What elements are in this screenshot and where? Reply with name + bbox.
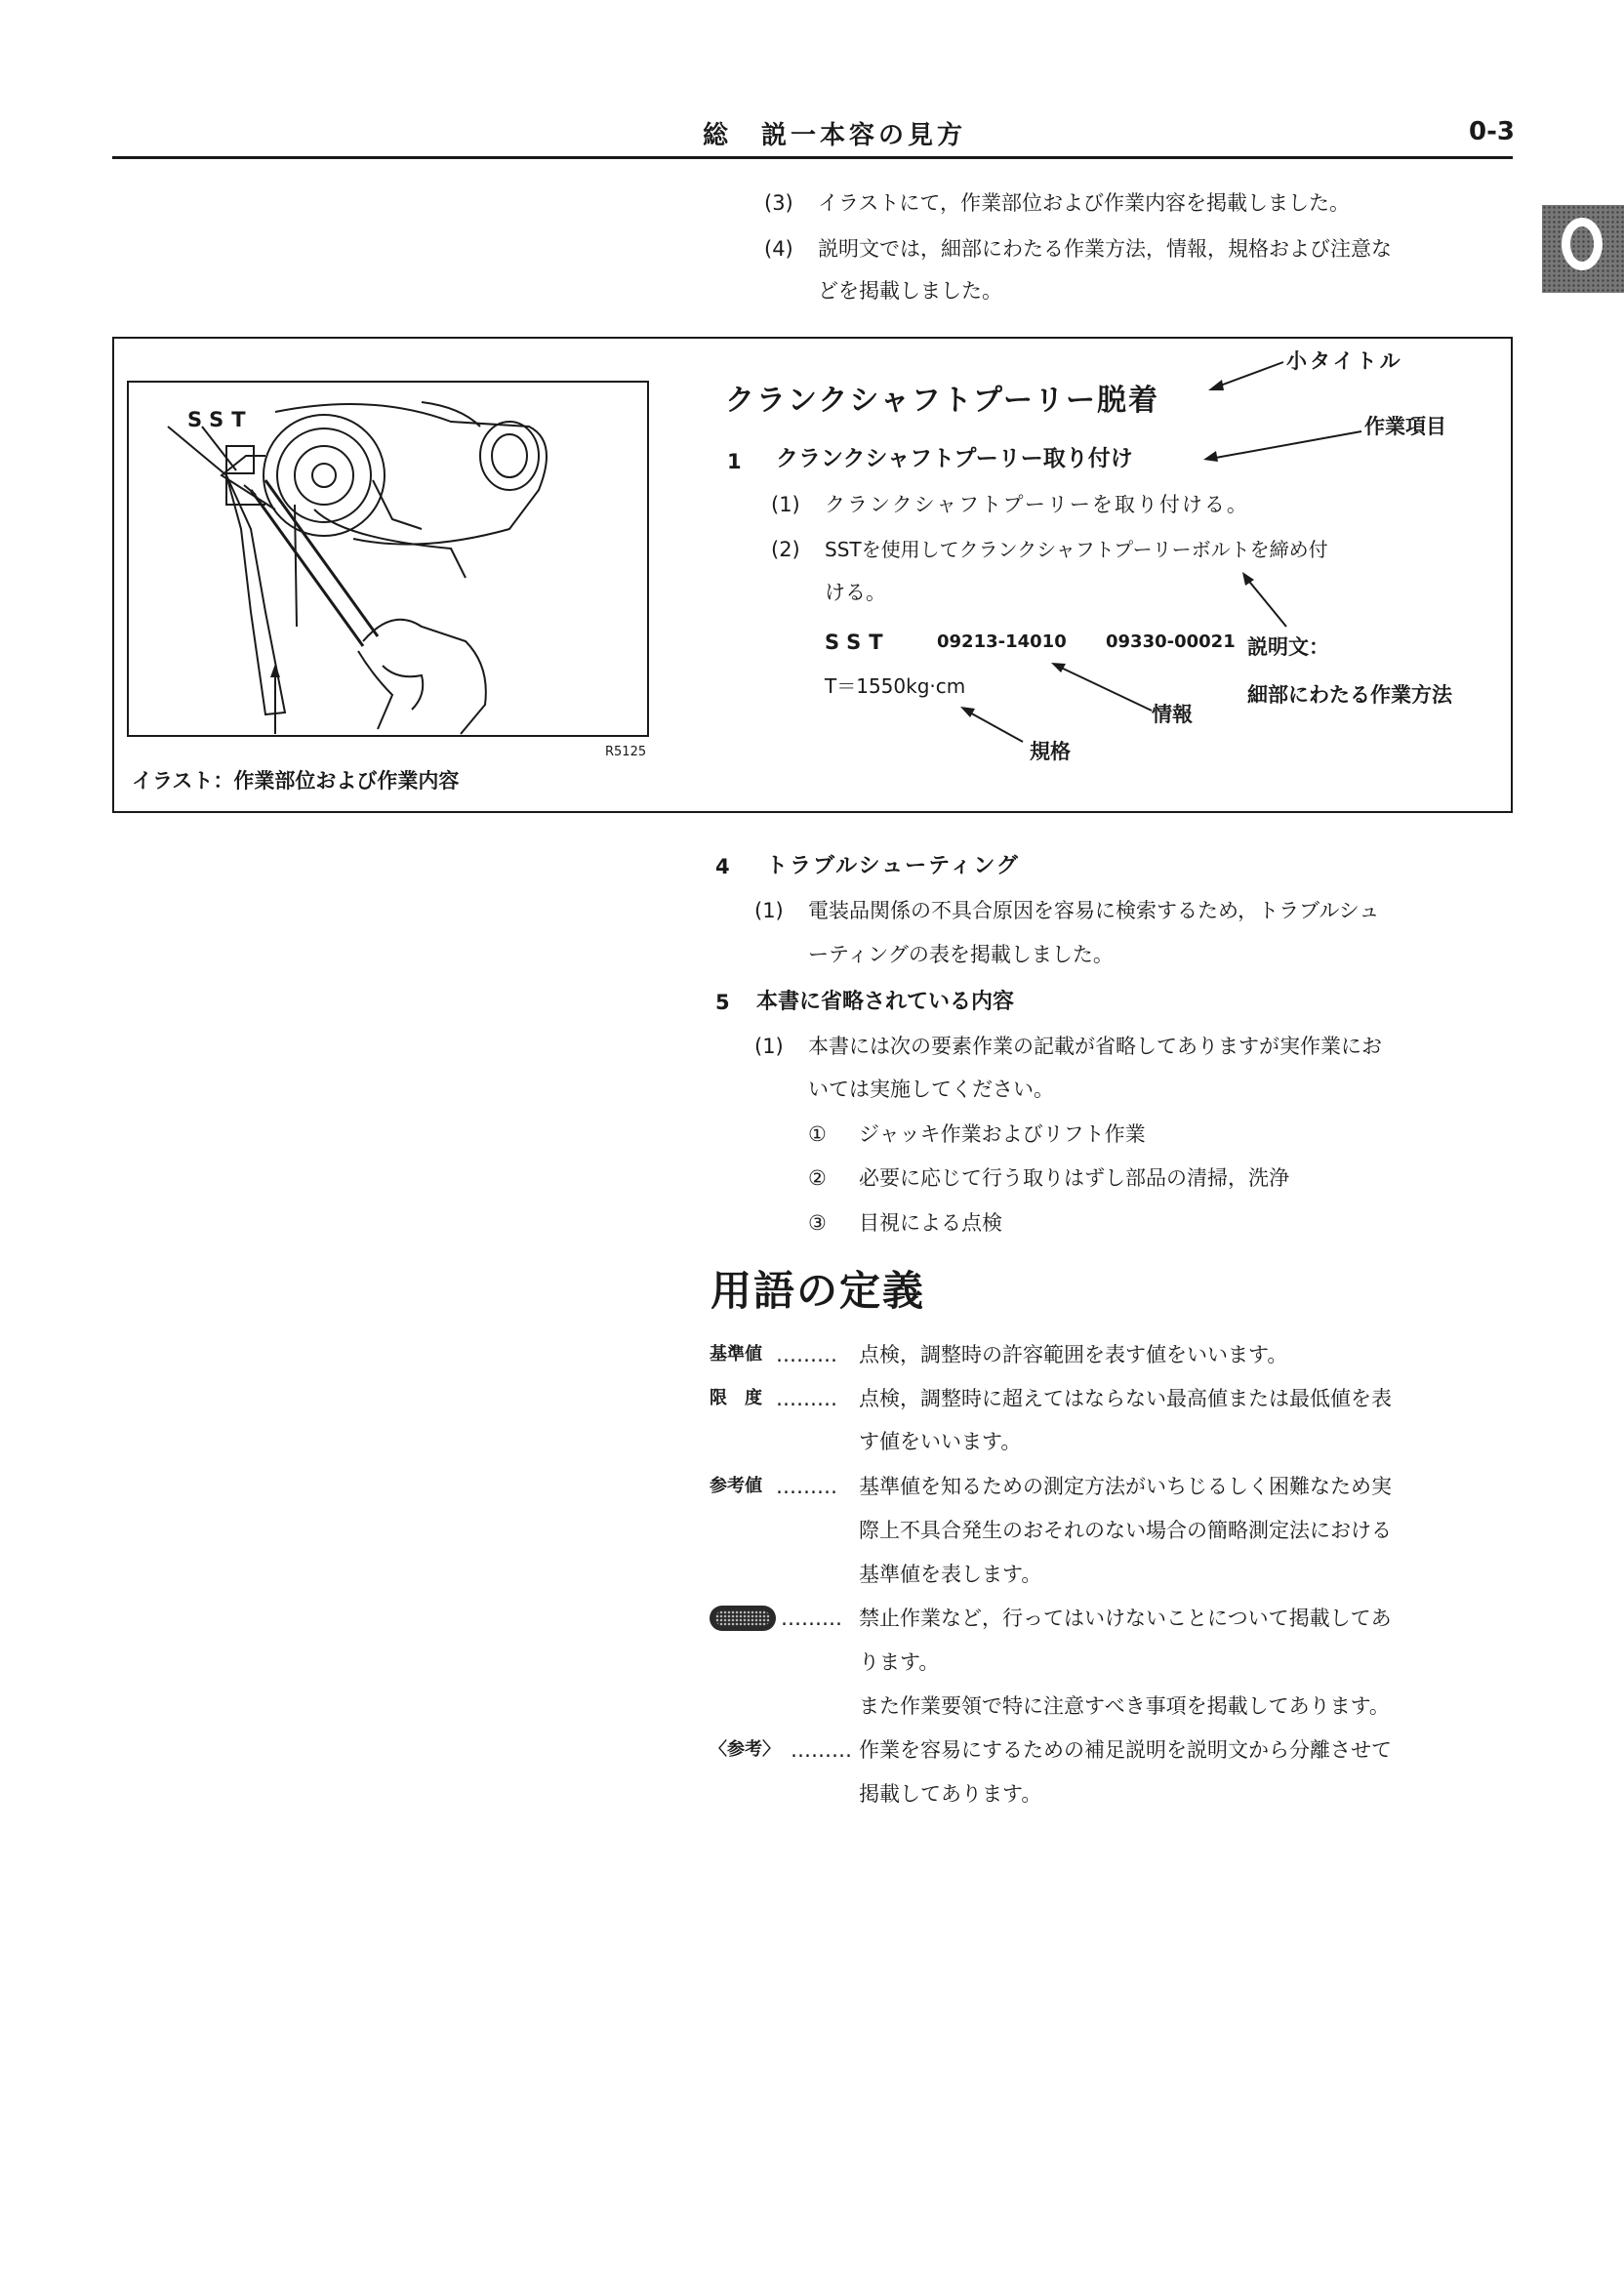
section-5-sub-num-2: ② [808, 1166, 827, 1190]
step-text-2-cont: ける。 [825, 581, 886, 604]
item-note: 作業項目 [1364, 415, 1446, 438]
def-text-reference-3: 基準値を表します。 [859, 1563, 1042, 1586]
def-term-reference: 参考値 [710, 1476, 762, 1496]
section-4-item-text: 電装品関係の不具合原因を容易に検索するため，トラブルシュ [808, 899, 1380, 922]
torque-spec: T＝1550kg·cm [825, 674, 966, 698]
page-header-title: 総 説一本容の見方 [703, 121, 967, 150]
page-number: 0-3 [1469, 117, 1515, 146]
section-5-number: 5 [715, 991, 730, 1014]
caution-badge-icon [710, 1606, 776, 1631]
section-5-sub-text-1: ジャッキ作業およびリフト作業 [859, 1122, 1146, 1146]
section-5-sub-text-2: 必要に応じて行う取りはずし部品の清掃，洗浄 [859, 1166, 1289, 1190]
def-dots-note: ……… [791, 1738, 852, 1762]
description-note: 説明文： [1247, 635, 1329, 659]
subtitle-note: 小タイトル [1286, 349, 1403, 373]
illustration-caption: イラスト：作業部位および作業内容 [132, 769, 460, 793]
item-number: 1 [727, 450, 742, 473]
intro-text-4: 説明文では，細部にわたる作業方法，情報，規格および注意な [818, 237, 1392, 261]
def-text-caution-3: また作業要領で特に注意すべき事項を掲載してあります。 [859, 1694, 1390, 1718]
def-dots-standard: ……… [776, 1343, 837, 1366]
sst-part-1: 09213-14010 [937, 631, 1067, 652]
section-5-title: 本書に省略されている内容 [756, 990, 1015, 1014]
spec-note: 規格 [1030, 740, 1071, 763]
section-5-sub-num-3: ③ [808, 1211, 827, 1235]
section-4-number: 4 [715, 855, 730, 878]
sst-part-2: 09330-00021 [1106, 631, 1236, 652]
section-5-sub-num-1: ① [808, 1122, 827, 1146]
def-text-limit-2: す値をいいます。 [859, 1430, 1022, 1453]
step-text-2: SSTを使用してクランクシャフトプーリーボルトを締め付 [825, 538, 1328, 561]
section-4-item-num: (1) [754, 899, 784, 922]
def-text-reference-2: 際上不具合発生のおそれのない場合の簡略測定法における [859, 1519, 1392, 1542]
def-text-caution-1: 禁止作業など，行ってはいけないことについて掲載してあ [859, 1607, 1392, 1630]
def-dots-caution: ……… [781, 1607, 842, 1630]
section-5-sub-text-3: 目視による点検 [859, 1211, 1002, 1235]
description-note-detail: 細部にわたる作業方法 [1247, 683, 1452, 707]
def-dots-reference: ……… [776, 1475, 837, 1498]
def-text-caution-2: ります。 [859, 1650, 940, 1674]
definitions-heading: 用語の定義 [710, 1267, 926, 1315]
step-num-1: (1) [771, 493, 800, 516]
def-text-reference-1: 基準値を知るための測定方法がいちじるしく困難なため実 [859, 1475, 1392, 1498]
step-num-2: (2) [771, 538, 800, 561]
example-subtitle: クランクシャフトプーリー脱着 [725, 384, 1159, 418]
section-5-item-num: (1) [754, 1035, 784, 1058]
def-text-note-2: 掲載してあります。 [859, 1782, 1042, 1806]
intro-text-3: イラストにて，作業部位および作業内容を掲載しました。 [818, 191, 1350, 215]
def-text-standard-1: 点検，調整時の許容範囲を表す値をいいます。 [859, 1343, 1288, 1366]
item-title: クランクシャフトプーリー取り付け [776, 446, 1133, 471]
intro-text-4-cont: どを掲載しました。 [818, 279, 1002, 303]
sst-label: SST [825, 631, 891, 654]
section-5-item-text: 本書には次の要素作業の記載が省略してありますが実作業にお [808, 1035, 1382, 1058]
info-note: 情報 [1152, 703, 1193, 726]
step-text-1: クランクシャフトプーリーを取り付ける。 [825, 493, 1249, 516]
intro-num-4: (4) [764, 237, 793, 261]
def-term-note: 〈参考〉 [710, 1739, 780, 1760]
sst-callout: SST [187, 408, 254, 431]
def-text-note-1: 作業を容易にするための補足説明を説明文から分離させて [859, 1738, 1392, 1762]
section-4-item-cont: ーティングの表を掲載しました。 [808, 943, 1114, 966]
def-term-standard: 基準値 [710, 1344, 762, 1364]
def-text-limit-1: 点検，調整時に超えてはならない最高値または最低値を表 [859, 1387, 1392, 1410]
def-dots-limit: ……… [776, 1387, 837, 1410]
def-term-limit: 限 度 [710, 1388, 762, 1408]
intro-num-3: (3) [764, 191, 793, 215]
section-5-item-cont: いては実施してください。 [808, 1078, 1054, 1101]
section-4-title: トラブルシューティング [766, 854, 1020, 878]
illustration-code: R5125 [605, 745, 647, 759]
